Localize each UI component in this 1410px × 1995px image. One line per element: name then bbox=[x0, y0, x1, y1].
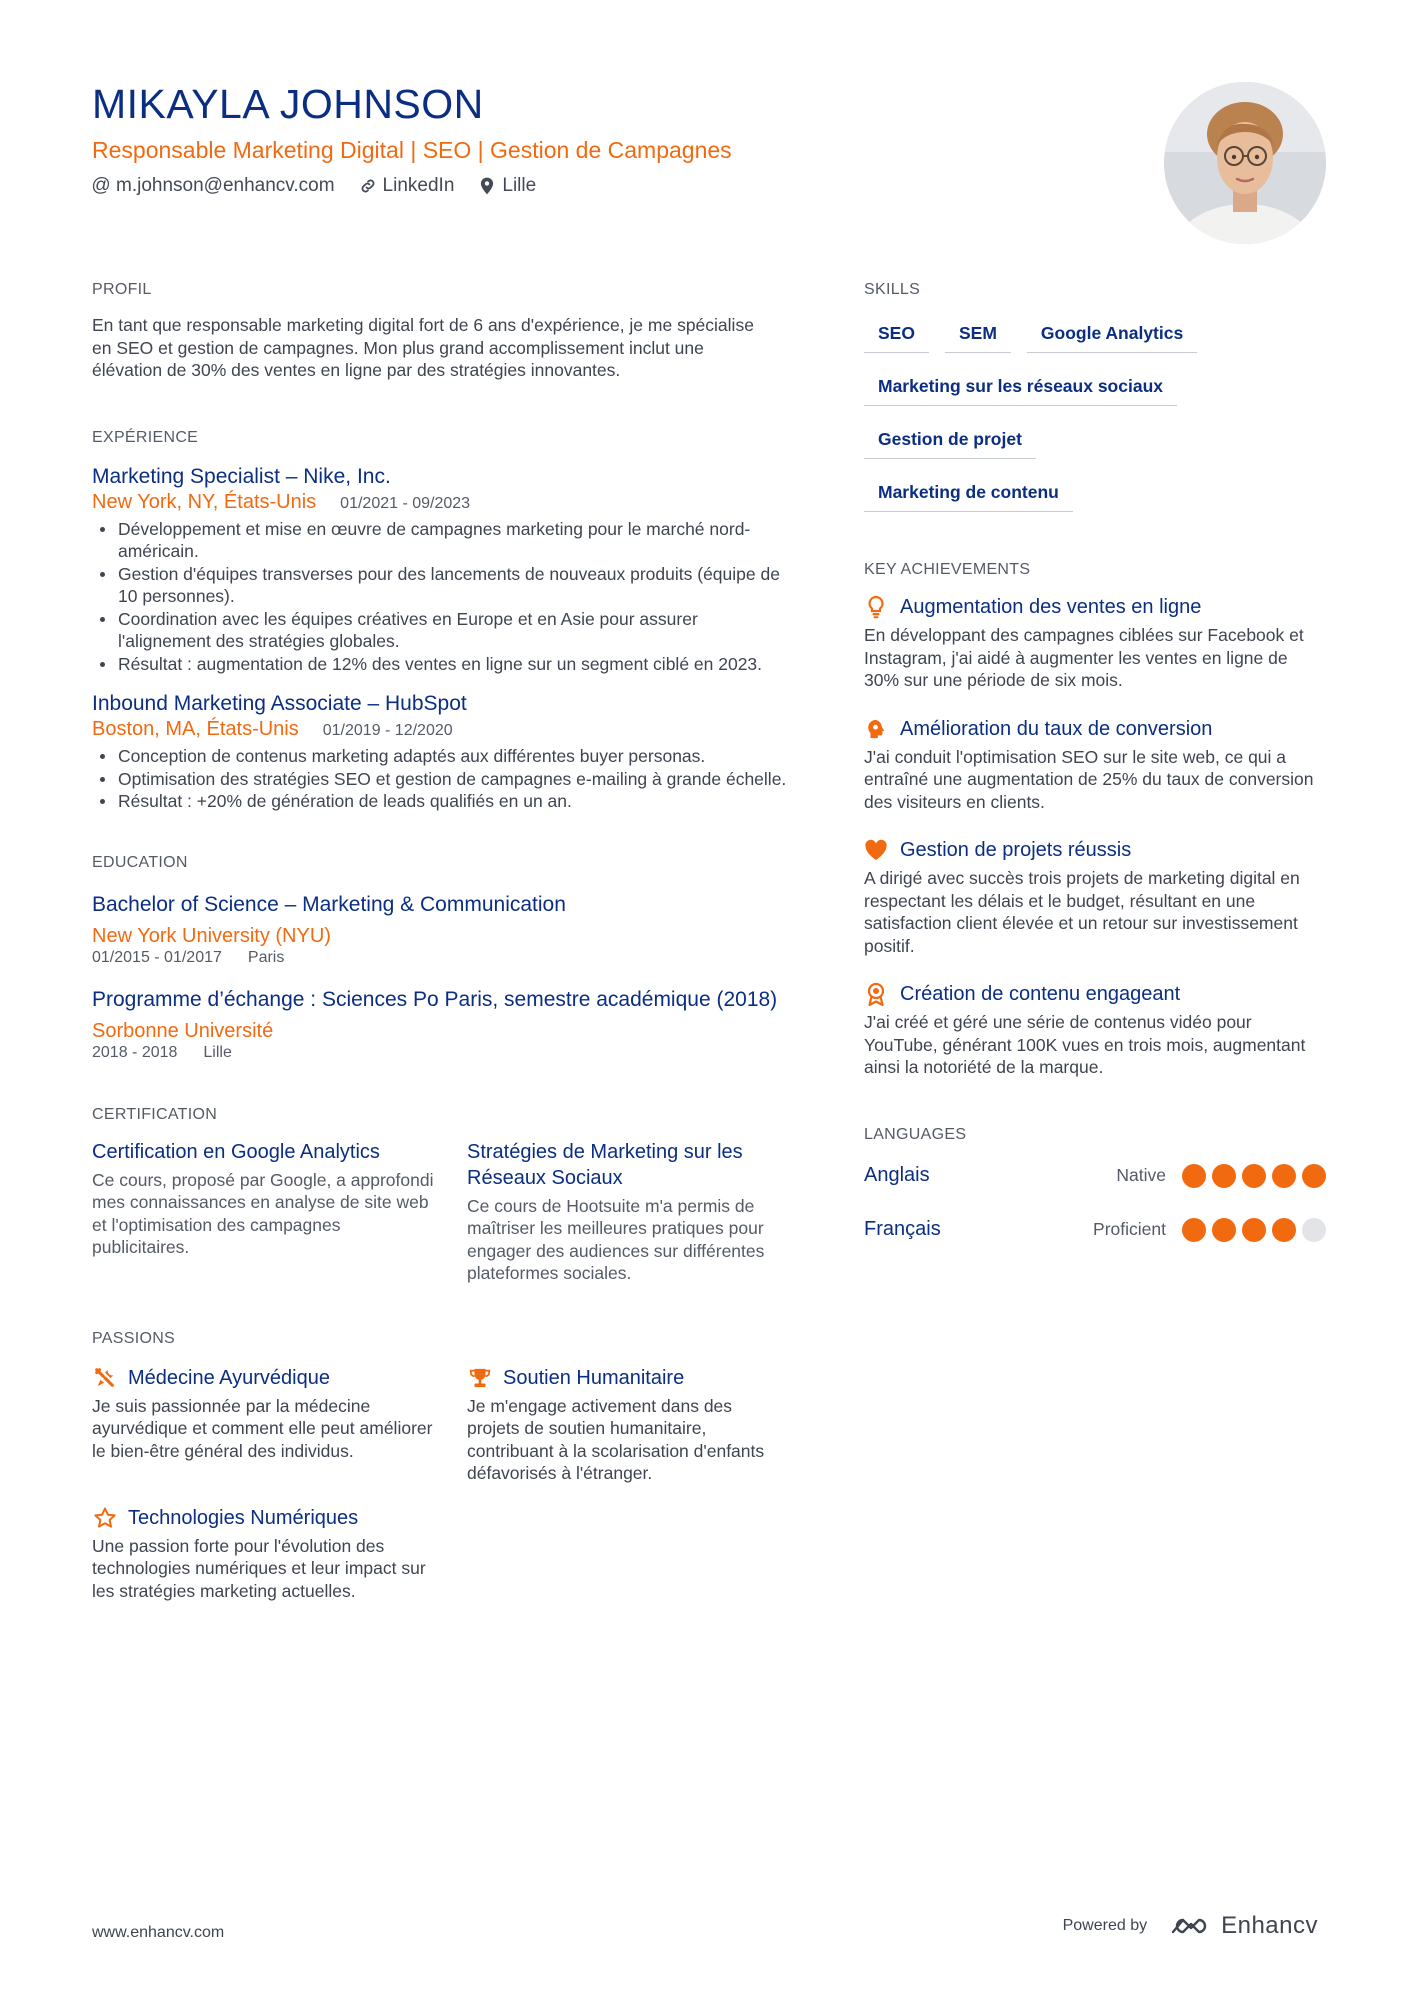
passion-header bbox=[92, 1505, 437, 1531]
education-entry bbox=[92, 891, 787, 968]
passion-title: Technologies Numériques bbox=[128, 1506, 359, 1529]
passion-header bbox=[467, 1365, 787, 1391]
email-text: m.johnson@enhancv.com bbox=[116, 175, 335, 196]
language-name: Français bbox=[864, 1218, 941, 1240]
passions-grid bbox=[92, 1349, 787, 1603]
rating-dot-empty bbox=[1302, 1218, 1326, 1242]
language-level: Native bbox=[1116, 1165, 1166, 1185]
profile-photo bbox=[1164, 82, 1326, 244]
passions-section-title: PASSIONS bbox=[92, 1329, 176, 1347]
experience-location: Boston, MA, États-Unis bbox=[92, 718, 299, 740]
rating-dots bbox=[1182, 1164, 1326, 1188]
heart-icon bbox=[864, 837, 888, 863]
achievement-description: J'ai créé et géré une série de contenus vidéo pour YouTube, générant 100K vues en trois mois, augmentant ainsi la notoriété de la marque. bbox=[864, 1012, 1306, 1077]
education-degree: Bachelor of Science – Marketing & Communication bbox=[92, 892, 566, 916]
experience-bullet: Résultat : +20% de génération de leads qualifiés en un an. bbox=[92, 790, 787, 813]
languages-section bbox=[864, 1125, 1326, 1245]
skills-list bbox=[864, 312, 1294, 512]
rating-dot-filled bbox=[1272, 1218, 1296, 1242]
experience-role: Inbound Marketing Associate – HubSpot bbox=[92, 692, 467, 715]
language-row bbox=[864, 1161, 1326, 1191]
achievement-title: Création de contenu engageant bbox=[900, 983, 1181, 1005]
location-text: Lille bbox=[502, 175, 537, 196]
passion-title: Médecine Ayurvédique bbox=[128, 1366, 330, 1389]
achievement-description: J'ai conduit l'optimisation SEO sur le site web, ce qui a entraîné une augmentation de 25% du taux de conversion des visiteurs en clients. bbox=[864, 746, 1314, 812]
at-icon: @ bbox=[91, 175, 111, 196]
candidate-headline: Responsable Marketing Digital | SEO | Gestion de Campagnes bbox=[92, 137, 732, 163]
skills-section-title: SKILLS bbox=[864, 281, 921, 298]
passion-title: Soutien Humanitaire bbox=[503, 1366, 685, 1389]
lightbulb-icon bbox=[864, 594, 888, 620]
star-icon bbox=[92, 1505, 118, 1531]
language-row bbox=[864, 1215, 1326, 1245]
certification-description: Ce cours de Hootsuite m'a permis de maîtriser les meilleures pratiques pour engager des audiences sur différentes plateformes sociales. bbox=[467, 1195, 765, 1283]
experience-bullet: Résultat : augmentation de 12% des ventes en ligne sur un segment ciblé en 2023. bbox=[92, 653, 787, 676]
tools-icon bbox=[92, 1365, 118, 1391]
rating-dot-filled bbox=[1182, 1218, 1206, 1242]
education-section-title: EDUCATION bbox=[92, 853, 188, 871]
rating-dot-filled bbox=[1242, 1218, 1266, 1242]
certification-section bbox=[92, 1105, 787, 1285]
passion-entry bbox=[92, 1505, 437, 1603]
passion-description: Je suis passionnée par la médecine ayurvédique et comment elle peut améliorer le bien-être général des individus. bbox=[92, 1395, 433, 1461]
education-section bbox=[92, 853, 787, 1063]
achievement-title: Gestion de projets réussis bbox=[900, 839, 1132, 861]
passion-entry bbox=[467, 1365, 787, 1485]
profile-section bbox=[92, 280, 787, 382]
link-icon bbox=[359, 177, 377, 195]
skill-tag: SEM bbox=[945, 312, 1011, 353]
contact-email[interactable] bbox=[92, 174, 335, 198]
achievements-section-title: KEY ACHIEVEMENTS bbox=[864, 561, 1031, 578]
resume-header bbox=[92, 80, 1152, 198]
passion-description: Je m'engage activement dans des projets de soutien humanitaire, contribuant à la scolarisation d'enfants défavorisés à l'étranger. bbox=[467, 1395, 765, 1483]
rating-dot-filled bbox=[1182, 1164, 1206, 1188]
rating-dot-filled bbox=[1212, 1164, 1236, 1188]
education-dates: 01/2015 - 01/2017 bbox=[92, 948, 222, 966]
certification-section-title: CERTIFICATION bbox=[92, 1105, 218, 1123]
achievement-header bbox=[864, 716, 1326, 742]
languages-section-title: LANGUAGES bbox=[864, 1125, 967, 1143]
powered-by-label: Powered by bbox=[1062, 1917, 1148, 1934]
passions-section bbox=[92, 1329, 787, 1603]
achievement-title: Augmentation des ventes en ligne bbox=[900, 596, 1202, 618]
achievement-entry bbox=[864, 837, 1326, 957]
trophy-icon bbox=[467, 1365, 493, 1391]
experience-bullet: Développement et mise en œuvre de campagnes marketing pour le marché nord-américain. bbox=[92, 518, 787, 563]
language-rating bbox=[1116, 1164, 1326, 1188]
language-rating bbox=[1093, 1218, 1326, 1242]
certification-title: Certification en Google Analytics bbox=[92, 1140, 380, 1163]
experience-bullet: Conception de contenus marketing adaptés aux différentes buyer personas. bbox=[92, 745, 787, 768]
experience-meta bbox=[92, 490, 787, 516]
experience-entry bbox=[92, 691, 787, 813]
experience-bullets bbox=[92, 745, 787, 813]
rating-dot-filled bbox=[1272, 1164, 1296, 1188]
certification-description: Ce cours, proposé par Google, a approfondi mes connaissances en analyse de site web et l'optimisation des campagnes publicitaires. bbox=[92, 1169, 434, 1257]
experience-bullet: Coordination avec les équipes créatives en Europe et en Asie pour assurer l'alignement des stratégies globales. bbox=[92, 608, 787, 653]
achievement-header bbox=[864, 981, 1326, 1007]
experience-bullets bbox=[92, 518, 787, 676]
rating-dot-filled bbox=[1302, 1164, 1326, 1188]
language-level: Proficient bbox=[1093, 1219, 1166, 1239]
achievement-header bbox=[864, 837, 1326, 863]
achievement-description: A dirigé avec succès trois projets de marketing digital en respectant les délais et le budget, résultant en une satisfaction client élevée et un retour sur investissement positif. bbox=[864, 868, 1300, 956]
rating-dot-filled bbox=[1242, 1164, 1266, 1188]
experience-bullet: Gestion d'équipes transverses pour des lancements de nouveaux produits (équipe de 10 personnes). bbox=[92, 563, 787, 608]
education-entry bbox=[92, 986, 787, 1063]
achievement-description: En développant des campagnes ciblées sur Facebook et Instagram, j'ai aidé à augmenter les ventes en ligne de 30% sur une période de six mois. bbox=[864, 625, 1304, 690]
achievements-section bbox=[864, 560, 1326, 1079]
passion-description: Une passion forte pour l'évolution des technologies numériques et leur impact sur les stratégies marketing actuelles. bbox=[92, 1535, 426, 1601]
rating-dot-filled bbox=[1212, 1218, 1236, 1242]
candidate-name: MIKAYLA JOHNSON bbox=[92, 81, 484, 127]
achievement-entry bbox=[864, 594, 1326, 692]
skill-tag: Marketing sur les réseaux sociaux bbox=[864, 365, 1177, 406]
contact-info bbox=[92, 174, 1152, 198]
contact-location bbox=[478, 174, 536, 198]
achievement-entry bbox=[864, 981, 1326, 1079]
experience-meta bbox=[92, 717, 787, 743]
achievement-title: Amélioration du taux de conversion bbox=[900, 717, 1213, 740]
rating-dots bbox=[1182, 1218, 1326, 1242]
experience-dates: 01/2019 - 12/2020 bbox=[322, 722, 453, 739]
certification-grid bbox=[92, 1125, 787, 1285]
right-column bbox=[864, 280, 1326, 1289]
skill-tag: Google Analytics bbox=[1027, 312, 1197, 353]
achievement-entry bbox=[864, 716, 1326, 814]
experience-section-title: EXPÉRIENCE bbox=[92, 428, 199, 446]
skills-section bbox=[864, 280, 1326, 512]
brand-logo[interactable] bbox=[1169, 1912, 1318, 1940]
education-degree: Programme d’échange : Sciences Po Paris, semestre académique (2018) bbox=[92, 987, 778, 1011]
map-pin-icon bbox=[478, 177, 496, 195]
certification-entry bbox=[467, 1125, 787, 1285]
education-meta bbox=[92, 948, 787, 968]
left-column bbox=[92, 280, 787, 1646]
certification-entry bbox=[92, 1125, 437, 1285]
footer-website[interactable]: www.enhancv.com bbox=[92, 1924, 225, 1941]
skill-tag: Gestion de projet bbox=[864, 418, 1036, 459]
enhancv-logo-icon bbox=[1169, 1914, 1213, 1938]
education-dates: 2018 - 2018 bbox=[92, 1043, 178, 1061]
experience-role: Marketing Specialist – Nike, Inc. bbox=[92, 464, 391, 488]
profile-summary: En tant que responsable marketing digital fort de 6 ans d'expérience, je me spécialise en SEO et gestion de campagnes. Mon plus grand accomplissement inclut une élévation de 30% des ventes en ligne par des stratégies innovantes. bbox=[92, 315, 754, 380]
passion-entry bbox=[92, 1365, 437, 1485]
passion-header bbox=[92, 1365, 437, 1391]
brand-name: Enhancv bbox=[1221, 1912, 1318, 1939]
experience-entry bbox=[92, 464, 787, 676]
skill-tag: SEO bbox=[864, 312, 929, 353]
education-school: New York University (NYU) bbox=[92, 924, 331, 947]
linkedin-text: LinkedIn bbox=[382, 175, 455, 196]
skill-tag: Marketing de contenu bbox=[864, 471, 1073, 512]
education-location: Lille bbox=[203, 1043, 232, 1061]
experience-bullet: Optimisation des stratégies SEO et gestion de campagnes e-mailing à grande échelle. bbox=[92, 768, 787, 791]
head-gear-icon bbox=[864, 716, 888, 742]
education-meta bbox=[92, 1043, 787, 1063]
award-icon bbox=[864, 981, 888, 1007]
profile-section-title: PROFIL bbox=[92, 281, 152, 298]
contact-linkedin[interactable] bbox=[359, 174, 455, 198]
certification-title: Stratégies de Marketing sur les Réseaux Sociaux bbox=[467, 1140, 743, 1189]
experience-section bbox=[92, 428, 787, 813]
achievement-header bbox=[864, 594, 1326, 620]
education-location: Paris bbox=[247, 948, 285, 966]
experience-location: New York, NY, États-Unis bbox=[92, 490, 317, 513]
experience-dates: 01/2021 - 09/2023 bbox=[340, 494, 471, 512]
language-name: Anglais bbox=[864, 1164, 930, 1186]
education-school: Sorbonne Université bbox=[92, 1019, 274, 1042]
footer-branding bbox=[1063, 1912, 1318, 1940]
